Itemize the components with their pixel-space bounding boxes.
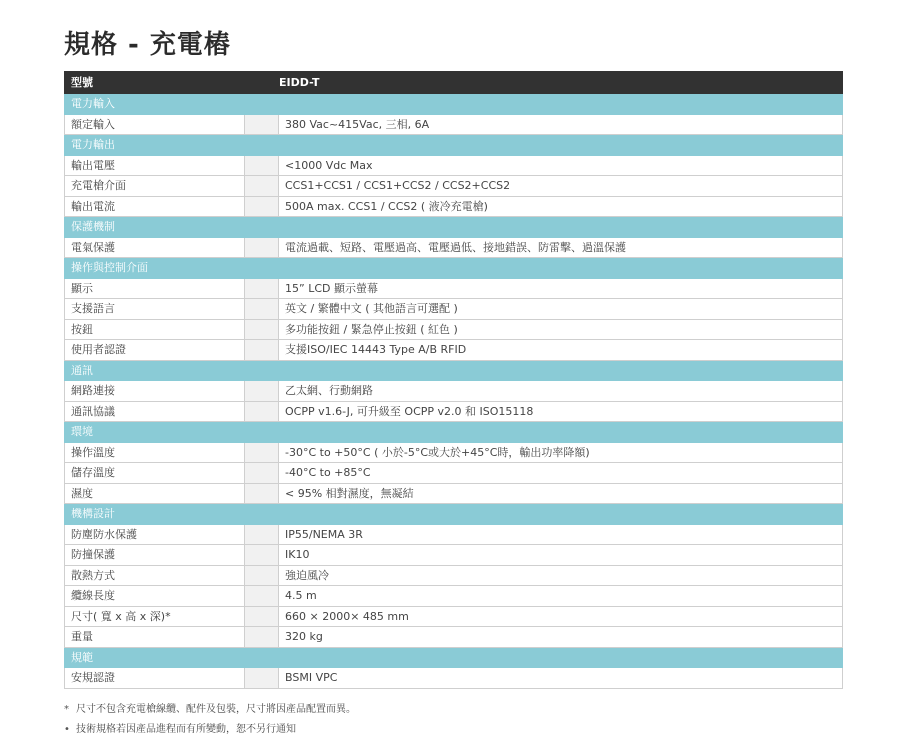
section-header-row [65, 135, 843, 156]
spec-value: IP55/NEMA 3R [279, 524, 843, 545]
table-row [65, 668, 843, 689]
spec-label: 儲存溫度 [65, 463, 245, 484]
spec-spacer-cell [245, 442, 279, 463]
footnote-mark: • [64, 724, 70, 735]
spec-value: 乙太網、行動網路 [279, 381, 843, 402]
spec-label: 輸出電流 [65, 196, 245, 217]
spec-label: 纜線長度 [65, 586, 245, 607]
table-row [65, 606, 843, 627]
spec-label: 安規認證 [65, 668, 245, 689]
spec-value: -40°C to +85°C [279, 463, 843, 484]
spec-spacer-cell [245, 627, 279, 648]
footnotes [64, 700, 356, 740]
spec-value: 支援ISO/IEC 14443 Type A/B RFID [279, 340, 843, 361]
spec-label: 電氣保護 [65, 237, 245, 258]
spec-label: 按鈕 [65, 319, 245, 340]
spec-label: 網路連接 [65, 381, 245, 402]
spec-value: IK10 [279, 545, 843, 566]
footnote-text: 尺寸不包含充電槍線纜、配件及包裝，尺寸將因產品配置而異。 [76, 704, 356, 715]
spec-spacer-cell [245, 340, 279, 361]
section-title: 操作與控制介面 [65, 258, 843, 279]
section-title: 保護機制 [65, 217, 843, 238]
spec-spacer-cell [245, 155, 279, 176]
section-header-row [65, 647, 843, 668]
table-row [65, 237, 843, 258]
spec-value: OCPP v1.6-J, 可升級至 OCPP v2.0 和 ISO15118 [279, 401, 843, 422]
table-row [65, 565, 843, 586]
spec-value: 320 kg [279, 627, 843, 648]
spec-label: 散熱方式 [65, 565, 245, 586]
spec-value: 15” LCD 顯示螢幕 [279, 278, 843, 299]
table-row [65, 278, 843, 299]
spec-spacer-cell [245, 586, 279, 607]
header-model-value: EIDD-T [245, 72, 843, 94]
spec-value: 電流過載、短路、電壓過高、電壓過低、接地錯誤、防雷擊、過溫保護 [279, 237, 843, 258]
spec-value: 強迫風冷 [279, 565, 843, 586]
spec-spacer-cell [245, 278, 279, 299]
spec-label: 顯示 [65, 278, 245, 299]
spec-value: 多功能按鈕 / 緊急停止按鈕 ( 紅色 ) [279, 319, 843, 340]
spec-label: 額定輸入 [65, 114, 245, 135]
spec-label: 濕度 [65, 483, 245, 504]
table-row [65, 299, 843, 320]
table-row [65, 442, 843, 463]
spec-label: 操作溫度 [65, 442, 245, 463]
spec-label: 使用者認證 [65, 340, 245, 361]
spec-spacer-cell [245, 545, 279, 566]
table-row [65, 114, 843, 135]
spec-value: 4.5 m [279, 586, 843, 607]
spec-label: 通訊協議 [65, 401, 245, 422]
spec-spacer-cell [245, 524, 279, 545]
section-header-row [65, 504, 843, 525]
spec-spacer-cell [245, 606, 279, 627]
spec-spacer-cell [245, 483, 279, 504]
spec-value: < 95% 相對濕度，無凝結 [279, 483, 843, 504]
spec-spacer-cell [245, 319, 279, 340]
section-header-row [65, 94, 843, 115]
section-header-row [65, 217, 843, 238]
spec-spacer-cell [245, 565, 279, 586]
spec-label: 防撞保護 [65, 545, 245, 566]
spec-spacer-cell [245, 176, 279, 197]
spec-label: 防塵防水保護 [65, 524, 245, 545]
table-row [65, 545, 843, 566]
spec-spacer-cell [245, 401, 279, 422]
table-row [65, 176, 843, 197]
spec-label: 重量 [65, 627, 245, 648]
section-header-row [65, 360, 843, 381]
footnote-item [64, 700, 356, 720]
table-row [65, 340, 843, 361]
spec-value: CCS1+CCS1 / CCS1+CCS2 / CCS2+CCS2 [279, 176, 843, 197]
spec-value: <1000 Vdc Max [279, 155, 843, 176]
spec-spacer-cell [245, 668, 279, 689]
spec-spacer-cell [245, 463, 279, 484]
section-title: 規範 [65, 647, 843, 668]
table-row [65, 483, 843, 504]
table-row [65, 319, 843, 340]
section-header-row [65, 422, 843, 443]
spec-label: 尺寸( 寬 x 高 x 深)* [65, 606, 245, 627]
spec-value: 660 × 2000× 485 mm [279, 606, 843, 627]
table-row [65, 463, 843, 484]
table-row [65, 586, 843, 607]
table-row [65, 155, 843, 176]
spec-table [64, 71, 843, 689]
section-title: 機構設計 [65, 504, 843, 525]
spec-spacer-cell [245, 381, 279, 402]
section-title: 電力輸出 [65, 135, 843, 156]
spec-value: 380 Vac~415Vac, 三相, 6A [279, 114, 843, 135]
spec-spacer-cell [245, 299, 279, 320]
spec-value: -30°C to +50°C ( 小於-5°C或大於+45°C時，輸出功率降額) [279, 442, 843, 463]
page-title: 規格 - 充電樁 [64, 30, 231, 60]
section-title: 電力輸入 [65, 94, 843, 115]
spec-value: BSMI VPC [279, 668, 843, 689]
table-row [65, 196, 843, 217]
footnote-text: 技術規格若因產品進程而有所變動，恕不另行通知 [76, 724, 296, 735]
spec-spacer-cell [245, 237, 279, 258]
spec-label: 支援語言 [65, 299, 245, 320]
spec-label: 充電槍介面 [65, 176, 245, 197]
table-row [65, 524, 843, 545]
spec-label: 輸出電壓 [65, 155, 245, 176]
section-header-row [65, 258, 843, 279]
section-title: 環境 [65, 422, 843, 443]
footnote-mark: * [64, 704, 69, 715]
spec-spacer-cell [245, 114, 279, 135]
table-row [65, 627, 843, 648]
table-row [65, 401, 843, 422]
footnote-item [64, 720, 356, 740]
section-title: 通訊 [65, 360, 843, 381]
spec-value: 英文 / 繁體中文 ( 其他語言可選配 ) [279, 299, 843, 320]
spec-value: 500A max. CCS1 / CCS2 ( 液冷充電槍) [279, 196, 843, 217]
header-label: 型號 [65, 72, 245, 94]
table-row [65, 381, 843, 402]
spec-spacer-cell [245, 196, 279, 217]
table-header-row [65, 72, 843, 94]
